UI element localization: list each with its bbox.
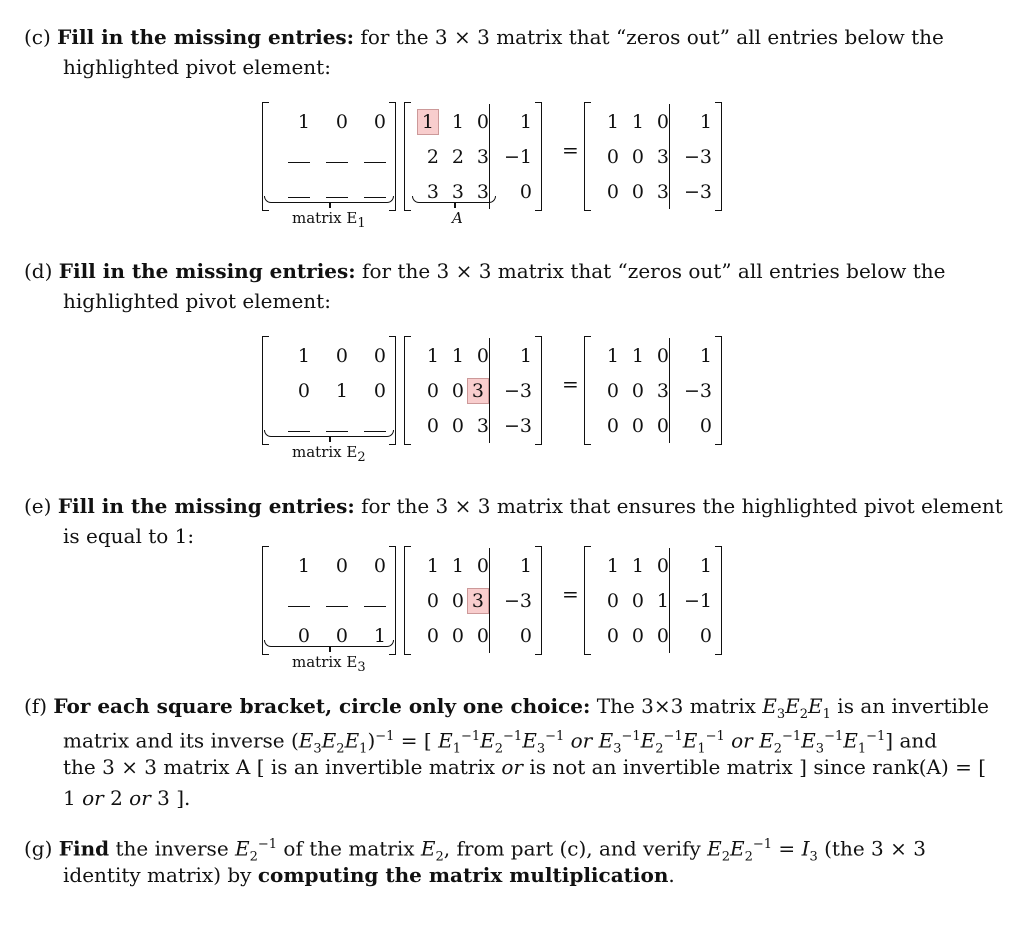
matrix-entry: 1 <box>451 344 464 367</box>
part-g-marker: (g) <box>24 836 53 861</box>
part-d-brace-e2 <box>264 430 394 437</box>
matrix-entry: 1 <box>490 548 533 583</box>
matrix-entry: 3 <box>656 180 669 203</box>
part-f-line3: the 3 × 3 matrix A [ is an invertible matrix or is not an invertible matrix ] since rank(A) = [ <box>63 755 987 779</box>
matrix-entry: 3 <box>476 180 489 203</box>
matrix-entry: 1 <box>490 338 533 373</box>
matrix-entry: 0 <box>476 110 489 133</box>
matrix-entry: 1 <box>606 554 619 577</box>
matrix-row <box>594 548 712 583</box>
matrix-row <box>272 139 386 174</box>
blank-entry <box>348 583 386 618</box>
matrix-entry: 1 <box>631 554 644 577</box>
matrix-entry: 0 <box>631 379 644 402</box>
matrix-entry: 0 <box>426 379 439 402</box>
blank-entry <box>348 408 386 443</box>
matrix-entry: 0 <box>631 414 644 437</box>
matrix-entry: 0 <box>426 414 439 437</box>
matrix-entry: 0 <box>335 344 348 367</box>
matrix-entry: 3 <box>451 180 464 203</box>
matrix-entry: 1 <box>606 344 619 367</box>
part-e-heading: Fill in the missing entries: <box>57 494 355 518</box>
matrix-entry: 0 <box>631 145 644 168</box>
matrix-entry: 0 <box>606 379 619 402</box>
matrix-entry: −1 <box>670 583 713 618</box>
matrix-entry: 0 <box>656 624 669 647</box>
matrix-entry: 0 <box>606 589 619 612</box>
part-c-brace-e1 <box>264 196 394 203</box>
part-g-line2: identity matrix) by computing the matrix multiplication. <box>63 863 675 887</box>
part-c-line2: highlighted pivot element: <box>63 55 331 79</box>
part-c-label-a: A <box>452 209 463 227</box>
part-d-text: for the 3 × 3 matrix that “zeros out” all entries below the <box>355 259 946 283</box>
matrix-row <box>594 139 712 174</box>
matrix-entry: 3 <box>426 180 439 203</box>
matrix-entry: 3 <box>476 414 489 437</box>
pivot-entry: 3 <box>464 373 490 408</box>
blank-entry <box>310 139 348 174</box>
part-e-matrix-a <box>404 548 542 658</box>
matrix-entry: 0 <box>426 624 439 647</box>
matrix-entry: 0 <box>373 344 386 367</box>
matrix-row <box>414 104 532 139</box>
part-c-text: for the 3 × 3 matrix that “zeros out” all entries below the <box>354 25 944 49</box>
matrix-entry: 1 <box>451 110 464 133</box>
matrix-entry: 0 <box>373 554 386 577</box>
matrix-entry: 1 <box>631 110 644 133</box>
part-c-marker: (c) <box>24 25 51 49</box>
matrix-row <box>414 408 532 443</box>
matrix-entry: 0 <box>373 379 386 402</box>
matrix-entry: 1 <box>670 548 713 583</box>
matrix-entry: 0 <box>656 554 669 577</box>
part-c-heading: Fill in the missing entries: <box>57 25 355 49</box>
matrix-entry: 0 <box>451 379 464 402</box>
matrix-entry: 1 <box>297 344 310 367</box>
matrix-row <box>414 548 532 583</box>
matrix-entry: 1 <box>490 104 533 139</box>
matrix-entry: 0 <box>490 618 533 653</box>
matrix-entry: 0 <box>606 414 619 437</box>
matrix-entry: −3 <box>490 408 533 443</box>
matrix-entry: −3 <box>670 174 713 209</box>
pivot-entry: 1 <box>414 104 439 139</box>
matrix-entry: −1 <box>490 139 533 174</box>
matrix-entry: 1 <box>670 104 713 139</box>
matrix-entry: 1 <box>297 554 310 577</box>
part-e-marker: (e) <box>24 494 52 518</box>
blank-entry <box>348 174 386 209</box>
part-g-heading: Find <box>58 836 110 861</box>
matrix-entry: 0 <box>490 174 533 209</box>
matrix-row <box>414 618 532 653</box>
matrix-entry: 2 <box>426 145 439 168</box>
matrix-entry: 1 <box>670 338 713 373</box>
part-f-marker: (f) <box>24 694 48 718</box>
matrix-entry: 0 <box>451 414 464 437</box>
matrix-entry: −3 <box>490 373 533 408</box>
part-g-line1: (g) Find the inverse $E_2^{-1}$ of the matrix $E_2$, from part (c), and verify $E_2E_2^{-1} = I_3$ (the 3 × 3 <box>24 836 926 865</box>
matrix-row <box>594 338 712 373</box>
matrix-entry: 0 <box>426 589 439 612</box>
matrix-entry: 2 <box>451 145 464 168</box>
matrix-row <box>594 618 712 653</box>
part-d-matrix-a <box>404 338 542 448</box>
part-d-equals: = <box>562 372 579 396</box>
matrix-entry: 0 <box>335 624 348 647</box>
part-c-brace-a <box>412 196 496 203</box>
matrix-row <box>414 373 532 408</box>
matrix-entry: 0 <box>656 414 669 437</box>
part-e-line2: is equal to 1: <box>63 524 195 548</box>
pivot-entry: 3 <box>464 583 490 618</box>
matrix-entry: 0 <box>297 379 310 402</box>
blank-entry <box>348 139 386 174</box>
blank-entry <box>272 139 310 174</box>
part-e-equals: = <box>562 582 579 606</box>
matrix-entry: 0 <box>335 110 348 133</box>
matrix-entry: 0 <box>451 624 464 647</box>
part-e-text: for the 3 × 3 matrix that ensures the highlighted pivot element <box>354 494 1003 518</box>
matrix-entry: 1 <box>335 379 348 402</box>
matrix-entry: 0 <box>670 618 713 653</box>
matrix-row <box>414 338 532 373</box>
part-d-marker: (d) <box>24 259 53 283</box>
matrix-entry: 1 <box>606 110 619 133</box>
matrix-entry: 0 <box>476 344 489 367</box>
part-f-line4: 1 or 2 or 3 ]. <box>63 786 191 810</box>
matrix-entry: 1 <box>451 554 464 577</box>
matrix-entry: 0 <box>670 408 713 443</box>
matrix-row <box>272 338 386 373</box>
matrix-entry: 1 <box>297 110 310 133</box>
part-c-line1 <box>24 25 944 49</box>
part-e-brace-e3 <box>264 640 394 647</box>
matrix-row <box>272 548 386 583</box>
part-e-matrix-result <box>584 548 722 658</box>
matrix-entry: 0 <box>606 624 619 647</box>
matrix-entry: 3 <box>656 145 669 168</box>
matrix-entry: 3 <box>656 379 669 402</box>
part-c-equals: = <box>562 138 579 162</box>
part-d-line2: highlighted pivot element: <box>63 289 331 313</box>
matrix-entry: 0 <box>476 624 489 647</box>
matrix-row <box>414 139 532 174</box>
matrix-row <box>594 583 712 618</box>
blank-entry <box>310 583 348 618</box>
part-f-line2: matrix and its inverse $(E_3E_2E_1)^{-1}$ = [ $E_1^{-1}E_2^{-1}E_3^{-1}$ or $E_3^{-1}E_2^{-1}E_1^{-1}$ or $E_2^{-1}E_3^{-1}E_1^{-1}$] and <box>63 728 938 757</box>
matrix-row <box>594 104 712 139</box>
matrix-entry: 0 <box>373 110 386 133</box>
matrix-row <box>272 104 386 139</box>
matrix-entry: 0 <box>606 180 619 203</box>
matrix-entry: 1 <box>373 624 386 647</box>
matrix-row <box>414 174 532 209</box>
matrix-row <box>272 583 386 618</box>
matrix-entry: 1 <box>426 554 439 577</box>
matrix-entry: 0 <box>656 110 669 133</box>
matrix-entry: 0 <box>335 554 348 577</box>
matrix-row <box>414 583 532 618</box>
matrix-entry: 3 <box>476 145 489 168</box>
matrix-entry: 0 <box>451 589 464 612</box>
matrix-entry: 0 <box>476 554 489 577</box>
matrix-entry: −3 <box>670 139 713 174</box>
part-f-heading: For each square bracket, circle only one choice: <box>53 694 591 718</box>
blank-entry <box>272 583 310 618</box>
matrix-entry: 0 <box>631 589 644 612</box>
part-c-matrix-result <box>584 104 722 214</box>
matrix-row <box>594 408 712 443</box>
matrix-entry: 1 <box>631 344 644 367</box>
matrix-entry: 1 <box>656 589 669 612</box>
part-d-heading: Fill in the missing entries: <box>58 259 356 283</box>
matrix-row <box>272 373 386 408</box>
matrix-entry: −3 <box>490 583 533 618</box>
matrix-entry: 0 <box>606 145 619 168</box>
part-d-line1 <box>24 259 945 283</box>
matrix-entry: 0 <box>297 624 310 647</box>
matrix-entry: −3 <box>670 373 713 408</box>
blank-entry <box>272 174 310 209</box>
part-c-label-e1: matrix $E_1$ <box>292 209 366 231</box>
matrix-row <box>594 174 712 209</box>
part-d-label-e2: matrix $E_2$ <box>292 443 366 465</box>
blank-entry <box>272 408 310 443</box>
matrix-row <box>594 373 712 408</box>
matrix-entry: 0 <box>656 344 669 367</box>
part-d-matrix-result <box>584 338 722 448</box>
part-e-label-e3: matrix $E_3$ <box>292 653 366 675</box>
matrix-entry: 1 <box>426 344 439 367</box>
matrix-entry: 0 <box>631 180 644 203</box>
part-f-line1: (f) For each square bracket, circle only one choice: The 3×3 matrix $E_3E_2E_1$ is an invertible <box>24 694 989 722</box>
part-e-line1 <box>24 494 1003 518</box>
matrix-entry: 0 <box>631 624 644 647</box>
